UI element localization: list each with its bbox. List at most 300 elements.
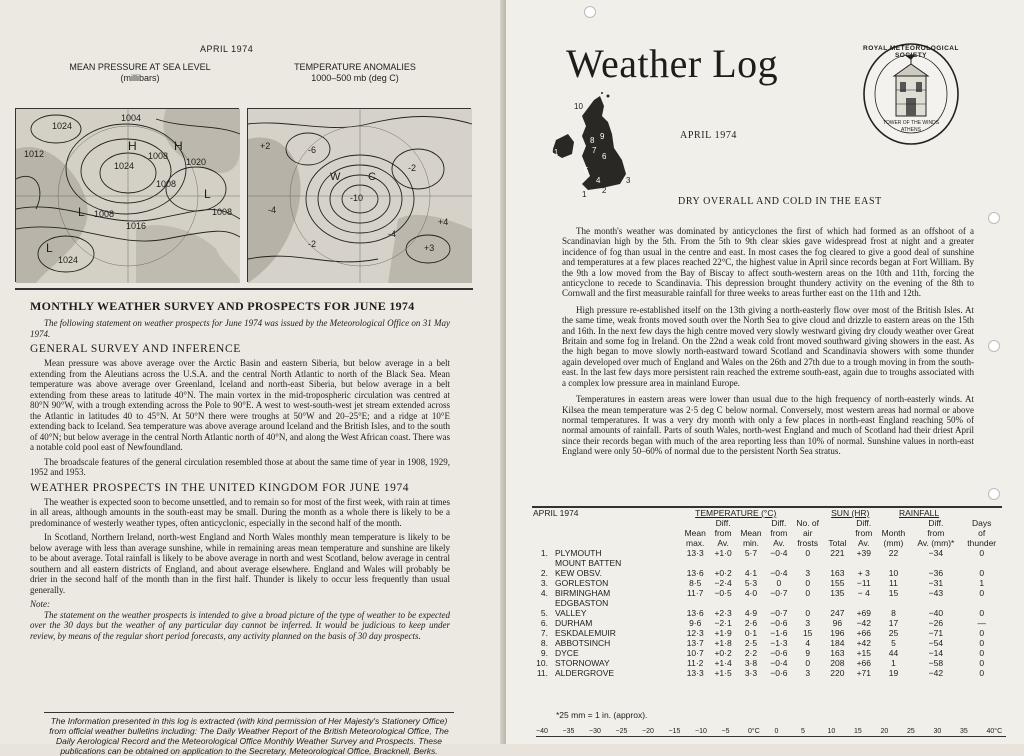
table-cell: 0 bbox=[979, 588, 985, 598]
table-cell bbox=[736, 558, 767, 568]
table-cell: 25 bbox=[888, 628, 899, 638]
column-header-line: of bbox=[978, 528, 986, 538]
table-cell: 15 bbox=[888, 588, 899, 598]
binder-hole bbox=[988, 340, 1000, 352]
table-cell: 1. bbox=[540, 548, 548, 558]
table-cell: +66 bbox=[856, 628, 871, 638]
table-cell: + 3 bbox=[857, 568, 870, 578]
column-header-line: Month bbox=[881, 528, 906, 538]
report-headline: DRY OVERALL AND COLD IN THE EAST bbox=[678, 196, 882, 207]
table-cell: −2·1 bbox=[714, 618, 732, 628]
table-cell: 0 bbox=[979, 568, 985, 578]
table-cell: 11·2 bbox=[687, 658, 704, 668]
scale-tick-label: −30 bbox=[589, 728, 601, 735]
table-cell bbox=[766, 558, 791, 568]
table-cell: −58 bbox=[928, 658, 944, 668]
table-cell bbox=[710, 598, 735, 608]
station-marker: 11 bbox=[550, 148, 559, 157]
table-cell: −42 bbox=[928, 668, 944, 678]
summary-paragraph: High pressure re-established itself on the 13th giving a north-easterly flow over most of the British Isles. At the same time, weak fronts moved south over the North Sea to give cloud and drizzle to eastern areas on the 15th and 16th. In the next few days the high centre moved very slowly westward giving dry cloudy weather over Great Britain and some fog in Ireland. On the 22nd a weak cold front moved southward giving showers in the east. As the high began to move slowly north-eastward toward Scotland and Scandinavia showers with some thunder again developed over much of England and Wales on the 26th and 27th due to a trough moving in from the south-east. In the last few days more persistent rain reached the extreme south-east, again due to troughs associated with a complex low pressure area in mainland Europe. bbox=[562, 304, 974, 388]
table-cell: 13·3 bbox=[686, 668, 704, 678]
column-header-line: Av. bbox=[773, 538, 785, 548]
column-header-line: Av. bbox=[717, 538, 729, 548]
table-cell: 0 bbox=[805, 658, 811, 668]
scale-tick-label: −5 bbox=[721, 728, 730, 735]
table-cell: 0 bbox=[979, 628, 985, 638]
table-row bbox=[532, 568, 1002, 578]
table-cell: 3·3 bbox=[744, 668, 758, 678]
survey-column bbox=[30, 300, 450, 645]
table-cell: −2·4 bbox=[714, 578, 732, 588]
map-label: 1008 bbox=[148, 151, 169, 161]
table-cell: 155 bbox=[830, 578, 845, 588]
table-cell: 0 bbox=[979, 548, 985, 558]
map-label: 1012 bbox=[24, 149, 45, 159]
table-cell: 5·7 bbox=[744, 548, 758, 558]
table-cell: 11. bbox=[536, 668, 548, 678]
station-name: MOUNT BATTEN bbox=[555, 558, 622, 568]
scale-tick-label: −15 bbox=[668, 728, 681, 735]
station-name: PLYMOUTH bbox=[555, 548, 602, 558]
station-name: EDGBASTON bbox=[555, 598, 609, 608]
table-cell: 4·0 bbox=[744, 588, 758, 598]
note-heading: Note: bbox=[30, 599, 50, 609]
table-cell: 247 bbox=[830, 608, 845, 618]
table-cell bbox=[910, 558, 961, 568]
map-label: 1008 bbox=[212, 207, 233, 217]
table-cell: 2·2 bbox=[744, 648, 758, 658]
table-cell: +71 bbox=[856, 668, 871, 678]
station-location-map bbox=[542, 92, 642, 202]
table-cell: 15 bbox=[802, 628, 813, 638]
table-cell: 135 bbox=[830, 588, 845, 598]
binder-hole bbox=[584, 6, 596, 18]
table-cell: +1·4 bbox=[714, 658, 732, 668]
scale-tick-label: −10 bbox=[695, 728, 707, 735]
survey-intro: The following statement on weather prospects for June 1974 was issued by the Meteorological Office on 31 May 1974. bbox=[30, 318, 450, 339]
binder-hole bbox=[988, 488, 1000, 500]
table-cell: 4 bbox=[805, 638, 811, 648]
table-row bbox=[532, 668, 1002, 678]
table-row bbox=[532, 618, 1002, 628]
table-cell: 184 bbox=[830, 638, 845, 648]
scale-tick-label: −40 bbox=[536, 728, 548, 735]
prospects-paragraph: In Scotland, Northern Ireland, north-west England and North Wales monthly mean temperature is likely to be below average with less than average sunshine, while in remaining areas mean temperature and sunshine are likely to be about average. Total rainfall is likely to be above average in north and west Scotland, below average in central southern and all eastern districts of England, and about average elsewhere. England and Wales will probably be drier in the second half of the month than in the first half. Thunder is likely to occur less frequently than usual generally. bbox=[30, 532, 450, 595]
table-cell bbox=[824, 558, 851, 568]
table-cell: 5 bbox=[891, 638, 896, 648]
column-header-line: max. bbox=[686, 538, 705, 548]
map-label: W bbox=[330, 171, 341, 183]
table-cell: 3 bbox=[805, 668, 811, 678]
column-header bbox=[791, 518, 823, 548]
map-label: -4 bbox=[388, 229, 397, 239]
scale-tick-label: −25 bbox=[615, 728, 628, 735]
table-cell: −0·4 bbox=[770, 548, 788, 558]
map-label: -2 bbox=[408, 163, 417, 173]
table-cell: 0 bbox=[979, 648, 985, 658]
table-cell bbox=[680, 558, 711, 568]
column-header-line: Av. (mm)* bbox=[917, 538, 955, 548]
table-cell bbox=[877, 598, 911, 608]
map-label: L bbox=[46, 241, 53, 255]
anomaly-chart-title: TEMPERATURE ANOMALIES bbox=[294, 62, 416, 72]
table-cell bbox=[961, 558, 1002, 568]
table-cell: 9. bbox=[540, 648, 548, 658]
scale-tick-label: −35 bbox=[562, 728, 575, 735]
pressure-map bbox=[15, 108, 239, 282]
station-name: DURHAM bbox=[555, 618, 593, 628]
seal-bottom-text: TOWER OF THE WINDS bbox=[882, 120, 940, 126]
table-row bbox=[532, 558, 1002, 568]
map-label: 1008 bbox=[156, 179, 177, 189]
table-cell bbox=[851, 558, 877, 568]
table-cell: +1·0 bbox=[714, 548, 732, 558]
table-cell: −11 bbox=[856, 578, 871, 588]
column-header bbox=[680, 518, 711, 548]
column-header-line: air bbox=[802, 528, 813, 538]
table-cell bbox=[877, 558, 911, 568]
summary-paragraph: Temperatures in eastern areas were lower than usual due to the high frequency of north-easterly winds. At Kilsea the mean temperature was 2·5 deg C below normal. Conversely, most western areas had normal or above normal temperatures. It was a very dry month with only a few places in north-east England reaching 50% of normal amounts of rainfall. Parts of south Wales, north-west England and much of Scotland had their driest April since their records began with much of the area reporting less than 10% of normal. Sunshine values in north-east England were only 50–60% of normal due to the persistent North Sea stratus. bbox=[562, 394, 974, 457]
table-cell: 8·5 bbox=[689, 578, 702, 588]
column-header-line: Diff. bbox=[715, 518, 731, 528]
pressure-chart-unit: (millibars) bbox=[120, 73, 160, 83]
table-cell: −0·6 bbox=[770, 618, 788, 628]
station-name: ALDERGROVE bbox=[555, 668, 615, 678]
table-cell: 10 bbox=[888, 568, 899, 578]
table-cell: 0 bbox=[979, 658, 985, 668]
map-label: 1024 bbox=[58, 255, 79, 265]
table-cell: −0·4 bbox=[770, 658, 788, 668]
table-cell: +39 bbox=[856, 548, 871, 558]
table-cell: 1 bbox=[979, 578, 985, 588]
table-cell bbox=[532, 558, 554, 568]
map-label: 1004 bbox=[121, 113, 142, 123]
column-header-line: from bbox=[855, 528, 873, 538]
station-marker: 10 bbox=[574, 102, 583, 111]
note-text: The statement on the weather prospects is intended to give a broad picture of the type of weather to be expected over the 30 days but the weather of any particular day cannot be inferred. It would be judicious to keep under review, by means of the regular short period forecasts, any activity planned on the basis of 30 day prospects. bbox=[30, 609, 450, 641]
table-cell: 1 bbox=[891, 658, 896, 668]
map-label: +4 bbox=[438, 217, 449, 227]
column-header-line: No. of bbox=[796, 518, 820, 528]
table-cell: 220 bbox=[830, 668, 845, 678]
table-cell: −0·6 bbox=[770, 648, 788, 658]
column-header bbox=[877, 518, 911, 548]
map-label: +2 bbox=[260, 141, 271, 151]
column-header-line: frosts bbox=[797, 538, 819, 548]
column-header-line: Diff. bbox=[771, 518, 787, 528]
table-row bbox=[532, 548, 1002, 558]
table-row bbox=[532, 608, 1002, 618]
table-cell: 10. bbox=[536, 658, 548, 668]
station-statistics-table bbox=[532, 508, 1002, 678]
table-cell: −1·6 bbox=[770, 628, 788, 638]
station-name: ESKDALEMUIR bbox=[555, 628, 616, 638]
table-cell: +69 bbox=[856, 608, 871, 618]
table-cell: — bbox=[977, 618, 986, 628]
pressure-chart-title: MEAN PRESSURE AT SEA LEVEL bbox=[69, 62, 211, 72]
section-divider bbox=[15, 288, 473, 290]
survey-title: MONTHLY WEATHER SURVEY AND PROSPECTS FOR JUNE 1974 bbox=[30, 299, 415, 313]
table-cell: 96 bbox=[832, 618, 843, 628]
source-footer: The Information presented in this log is extracted (with kind permission of Her Majesty's Stationery Office) from official weather bulletins including: The Daily Weather Report of the British Meteorological Office, The Daily Aerological Record and the Meteorological Office Monthly Weather Survey and Prospects. These publications can be obtained on application to the Secretary, Meteorological Office, Bracknell, Berks. bbox=[44, 712, 454, 756]
table-cell: 11·7 bbox=[687, 588, 704, 598]
table-cell: 196 bbox=[830, 628, 845, 638]
table-cell: −14 bbox=[928, 648, 944, 658]
table-cell: −0·6 bbox=[770, 668, 788, 678]
table-cell: 7. bbox=[540, 628, 548, 638]
table-cell: −26 bbox=[928, 618, 944, 628]
table-cell: 13·3 bbox=[686, 548, 704, 558]
table-row bbox=[532, 638, 1002, 648]
general-survey-heading: GENERAL SURVEY AND INFERENCE bbox=[30, 343, 241, 355]
table-cell: 5. bbox=[540, 608, 548, 618]
table-cell: +42 bbox=[856, 638, 871, 648]
table-cell: −0·7 bbox=[770, 608, 788, 618]
column-header bbox=[910, 518, 961, 548]
table-cell: 13·6 bbox=[686, 568, 704, 578]
map-label: -2 bbox=[308, 239, 317, 249]
monthly-summary bbox=[562, 226, 974, 463]
scale-tick-label: 35 bbox=[960, 728, 968, 735]
table-cell: −0·7 bbox=[770, 588, 788, 598]
station-marker: 4 bbox=[596, 176, 601, 185]
table-cell: 4. bbox=[540, 588, 548, 598]
binder-hole bbox=[988, 212, 1000, 224]
column-header-line: Diff. bbox=[928, 518, 944, 528]
table-cell: 8. bbox=[540, 638, 548, 648]
table-cell: −0·5 bbox=[714, 588, 732, 598]
table-cell: 2·6 bbox=[744, 618, 758, 628]
table-cell: −54 bbox=[928, 638, 944, 648]
sunshine-group: SUN (HR) bbox=[831, 508, 870, 518]
anomaly-chart-caption bbox=[275, 62, 435, 84]
table-cell bbox=[766, 598, 791, 608]
table-cell: −1·3 bbox=[770, 638, 788, 648]
table-cell: 208 bbox=[830, 658, 845, 668]
map-label: 1020 bbox=[186, 157, 207, 167]
table-cell: 12·3 bbox=[686, 628, 704, 638]
map-label: 1008 bbox=[94, 209, 115, 219]
table-cell bbox=[851, 598, 877, 608]
table-cell: 0 bbox=[979, 608, 985, 618]
table-cell: +0·2 bbox=[714, 648, 732, 658]
table-cell: 0 bbox=[979, 668, 985, 678]
table-cell bbox=[791, 598, 823, 608]
seal-top-text: ROYAL METEOROLOGICAL SOCIETY bbox=[863, 45, 959, 59]
column-header-line: Days bbox=[972, 518, 992, 528]
map-label: 1016 bbox=[126, 221, 147, 231]
left-page bbox=[0, 0, 504, 756]
station-name: BIRMINGHAM bbox=[555, 588, 611, 598]
general-survey-paragraph: Mean pressure was above average over the Arctic Basin and eastern Siberia, but below average in a belt extending from the Aleutians across the U.S.A. and the central North Atlantic to north of the Black Sea. Mean temperature was above average over Greenland, Iceland and north-east Siberia, but below average in a belt extending from these areas to latitude 40°N. The main vortex in the mid-tropospheric circulation was centred at 80°N 90°W, with a trough extending across the Pole to 90°E. A west to west-south-west jet stream extended across the Atlantic in latitudes 40 to 45°N. At 50°N there were troughs at 50°W and 20–25°E; and a ridge at 10°E extending back to Iceland. Sea temperature was above average around Iceland and the British Isles, and to the south of 40°N; but below average in the central North Atlantic north of 40°N, and along the West African coast. There was a notable cold pool east of Newfoundland. bbox=[30, 358, 450, 452]
table-cell: −42 bbox=[856, 618, 871, 628]
table-cell: 2. bbox=[540, 568, 548, 578]
table-cell: −71 bbox=[928, 628, 944, 638]
table-cell: 11 bbox=[889, 578, 898, 588]
table-cell: 163 bbox=[830, 648, 845, 658]
table-cell: 44 bbox=[888, 648, 899, 658]
column-header bbox=[736, 518, 767, 548]
table-cell: 163 bbox=[830, 568, 845, 578]
right-month-heading: APRIL 1974 bbox=[680, 130, 738, 141]
column-header-line: (mm) bbox=[883, 538, 904, 548]
column-header-line: Mean bbox=[684, 528, 706, 538]
station-name: VALLEY bbox=[555, 608, 587, 618]
table-cell: 3. bbox=[540, 578, 548, 588]
column-header-line: Diff. bbox=[856, 518, 872, 528]
table-cell bbox=[680, 598, 711, 608]
table-cell bbox=[532, 598, 554, 608]
table-cell: 19 bbox=[888, 668, 899, 678]
column-header bbox=[710, 518, 735, 548]
station-marker: 6 bbox=[602, 152, 607, 161]
scale-tick-label: 40°C bbox=[986, 728, 1003, 735]
table-cell: +2·3 bbox=[714, 608, 732, 618]
left-month-heading: APRIL 1974 bbox=[200, 44, 254, 54]
map-label: -4 bbox=[268, 205, 277, 215]
map-label: C bbox=[368, 171, 376, 183]
map-label: L bbox=[204, 187, 211, 201]
temperature-conversion-scale bbox=[536, 728, 1006, 744]
summary-paragraph: The month's weather was dominated by anticyclones the first of which had formed as an offshoot of a Scandinavian high by the 5th. From the 5th to 9th clear skies gave widespread frost at night and a greater incidence of fog than usual in the centre and east. In most cases the fog cleared to give a good deal of sunshine and temperatures at a few places reached 22°C, the highest value in April since records began at Fort William. By the 9th a low moved from the Bay of Biscay to affect south-western areas on the 10th and 11th, forcing the anticyclone to recede to Scandinavia. This depression brought thundery activity on the evening of the 8th to Cornwall and the first measurable rainfall for three weeks to areas further east on the 11th and 12th. bbox=[562, 226, 974, 299]
map-label: -6 bbox=[308, 145, 317, 155]
scale-tick-label: 25 bbox=[907, 728, 915, 735]
column-header-line: min. bbox=[742, 538, 759, 548]
station-marker: 7 bbox=[592, 146, 597, 155]
table-cell: +1·5 bbox=[714, 668, 732, 678]
table-cell: +1·9 bbox=[714, 628, 732, 638]
station-marker: 2 bbox=[602, 186, 607, 195]
column-header-line: from bbox=[927, 528, 945, 538]
station-name: GORLESTON bbox=[555, 578, 609, 588]
table-cell: 3·8 bbox=[744, 658, 758, 668]
station-name: STORNOWAY bbox=[555, 658, 610, 668]
table-cell: 3 bbox=[805, 568, 811, 578]
table-row bbox=[532, 588, 1002, 598]
station-name: DYCE bbox=[555, 648, 579, 658]
table-cell bbox=[710, 558, 735, 568]
station-name: ABBOTSINCH bbox=[555, 638, 611, 648]
table-cell: 17 bbox=[888, 618, 899, 628]
table-cell bbox=[961, 598, 1002, 608]
column-header-line: Total bbox=[828, 538, 847, 548]
prospects-heading: WEATHER PROSPECTS IN THE UNITED KINGDOM FOR JUNE 1974 bbox=[30, 481, 410, 494]
station-marker: 9 bbox=[600, 132, 605, 141]
table-cell: 0 bbox=[805, 578, 811, 588]
table-cell: 8 bbox=[891, 608, 896, 618]
table-cell: 6. bbox=[540, 618, 548, 628]
table-cell: 22 bbox=[888, 548, 899, 558]
table-cell bbox=[791, 558, 823, 568]
table-cell: +0·2 bbox=[714, 568, 732, 578]
table-cell: −43 bbox=[928, 588, 944, 598]
scale-tick-label: 0 bbox=[774, 728, 779, 735]
table-cell: −40 bbox=[928, 608, 944, 618]
scale-tick-label: 30 bbox=[933, 728, 942, 735]
table-month: APRIL 1974 bbox=[533, 508, 579, 518]
table-cell: 9 bbox=[805, 648, 811, 658]
station-marker: 3 bbox=[626, 176, 631, 185]
temperature-anomaly-map bbox=[247, 108, 471, 282]
table-cell: − 4 bbox=[857, 588, 870, 598]
table-cell bbox=[736, 598, 767, 608]
column-header bbox=[961, 518, 1002, 548]
table-cell: 5·3 bbox=[744, 578, 758, 588]
page-title: Weather Log bbox=[566, 41, 779, 86]
table-cell: −34 bbox=[928, 548, 944, 558]
table-cell: 2·5 bbox=[744, 638, 758, 648]
map-label: 1024 bbox=[114, 161, 135, 171]
station-marker: 8 bbox=[590, 136, 595, 145]
general-survey-paragraph: The broadscale features of the general circulation resembled those at about the same time of year in 1908, 1929, 1952 and 1953. bbox=[30, 456, 450, 477]
column-header-line: Av. bbox=[858, 538, 870, 548]
royal-meteorological-society-seal bbox=[862, 42, 960, 146]
table-cell: +66 bbox=[856, 658, 871, 668]
map-label: H bbox=[128, 139, 137, 153]
table-cell: 0 bbox=[776, 578, 782, 588]
table-cell: +1·8 bbox=[714, 638, 732, 648]
scale-tick-label: 10 bbox=[827, 728, 836, 735]
pressure-chart-caption bbox=[50, 62, 230, 84]
table-cell: 221 bbox=[830, 548, 845, 558]
column-header bbox=[851, 518, 877, 548]
table-cell: 9·6 bbox=[689, 618, 702, 628]
table-cell bbox=[910, 598, 961, 608]
table-cell: 13·6 bbox=[686, 608, 704, 618]
station-marker: 5 bbox=[584, 166, 589, 175]
table-cell bbox=[824, 598, 851, 608]
table-row bbox=[532, 628, 1002, 638]
table-cell: 0 bbox=[805, 588, 811, 598]
table-footnote: *25 mm = 1 in. (approx). bbox=[556, 710, 648, 720]
column-header-line: Mean bbox=[740, 528, 762, 538]
scale-tick-label: −20 bbox=[642, 728, 654, 735]
scale-tick-label: 5 bbox=[801, 728, 805, 735]
column-header-line: from bbox=[714, 528, 732, 538]
table-cell: 0 bbox=[979, 638, 985, 648]
table-cell: 0 bbox=[805, 548, 811, 558]
station-marker: 1 bbox=[582, 190, 587, 199]
table-row bbox=[532, 578, 1002, 588]
rainfall-group: RAINFALL bbox=[898, 508, 940, 518]
table-cell: 0·1 bbox=[744, 628, 758, 638]
table-cell: 4·1 bbox=[744, 568, 758, 578]
map-label: H bbox=[174, 139, 183, 153]
scale-tick-label: 15 bbox=[854, 728, 862, 735]
prospects-paragraph: The weather is expected soon to become unsettled, and to remain so for most of the first week, with rain at times in all areas, although amounts in the south-east may be small. During the month as a whole there is likely to be a predominance of westerly weather types, often anticyclonic, especially in the second half of the month. bbox=[30, 496, 450, 528]
table-column-header bbox=[532, 518, 1002, 548]
table-cell: −36 bbox=[928, 568, 944, 578]
map-label: 1024 bbox=[52, 121, 73, 131]
map-label: -10 bbox=[350, 193, 364, 203]
station-name: KEW OBSV. bbox=[555, 568, 602, 578]
table-cell: 3 bbox=[805, 618, 811, 628]
table-cell: +15 bbox=[856, 648, 871, 658]
column-header-line: thunder bbox=[967, 538, 997, 548]
table-cell: 13·7 bbox=[686, 638, 704, 648]
table-cell: 0 bbox=[805, 608, 811, 618]
map-label: +3 bbox=[424, 243, 435, 253]
table-cell: −0·4 bbox=[770, 568, 788, 578]
anomaly-chart-unit: 1000–500 mb (deg C) bbox=[311, 73, 399, 83]
temperature-group: TEMPERATURE (°C) bbox=[695, 508, 777, 518]
column-header bbox=[766, 518, 791, 548]
table-cell: 10·7 bbox=[686, 648, 704, 658]
column-header-line: from bbox=[770, 528, 788, 538]
table-row bbox=[532, 658, 1002, 668]
table-group-header bbox=[532, 508, 1002, 518]
map-label: L bbox=[78, 205, 85, 219]
